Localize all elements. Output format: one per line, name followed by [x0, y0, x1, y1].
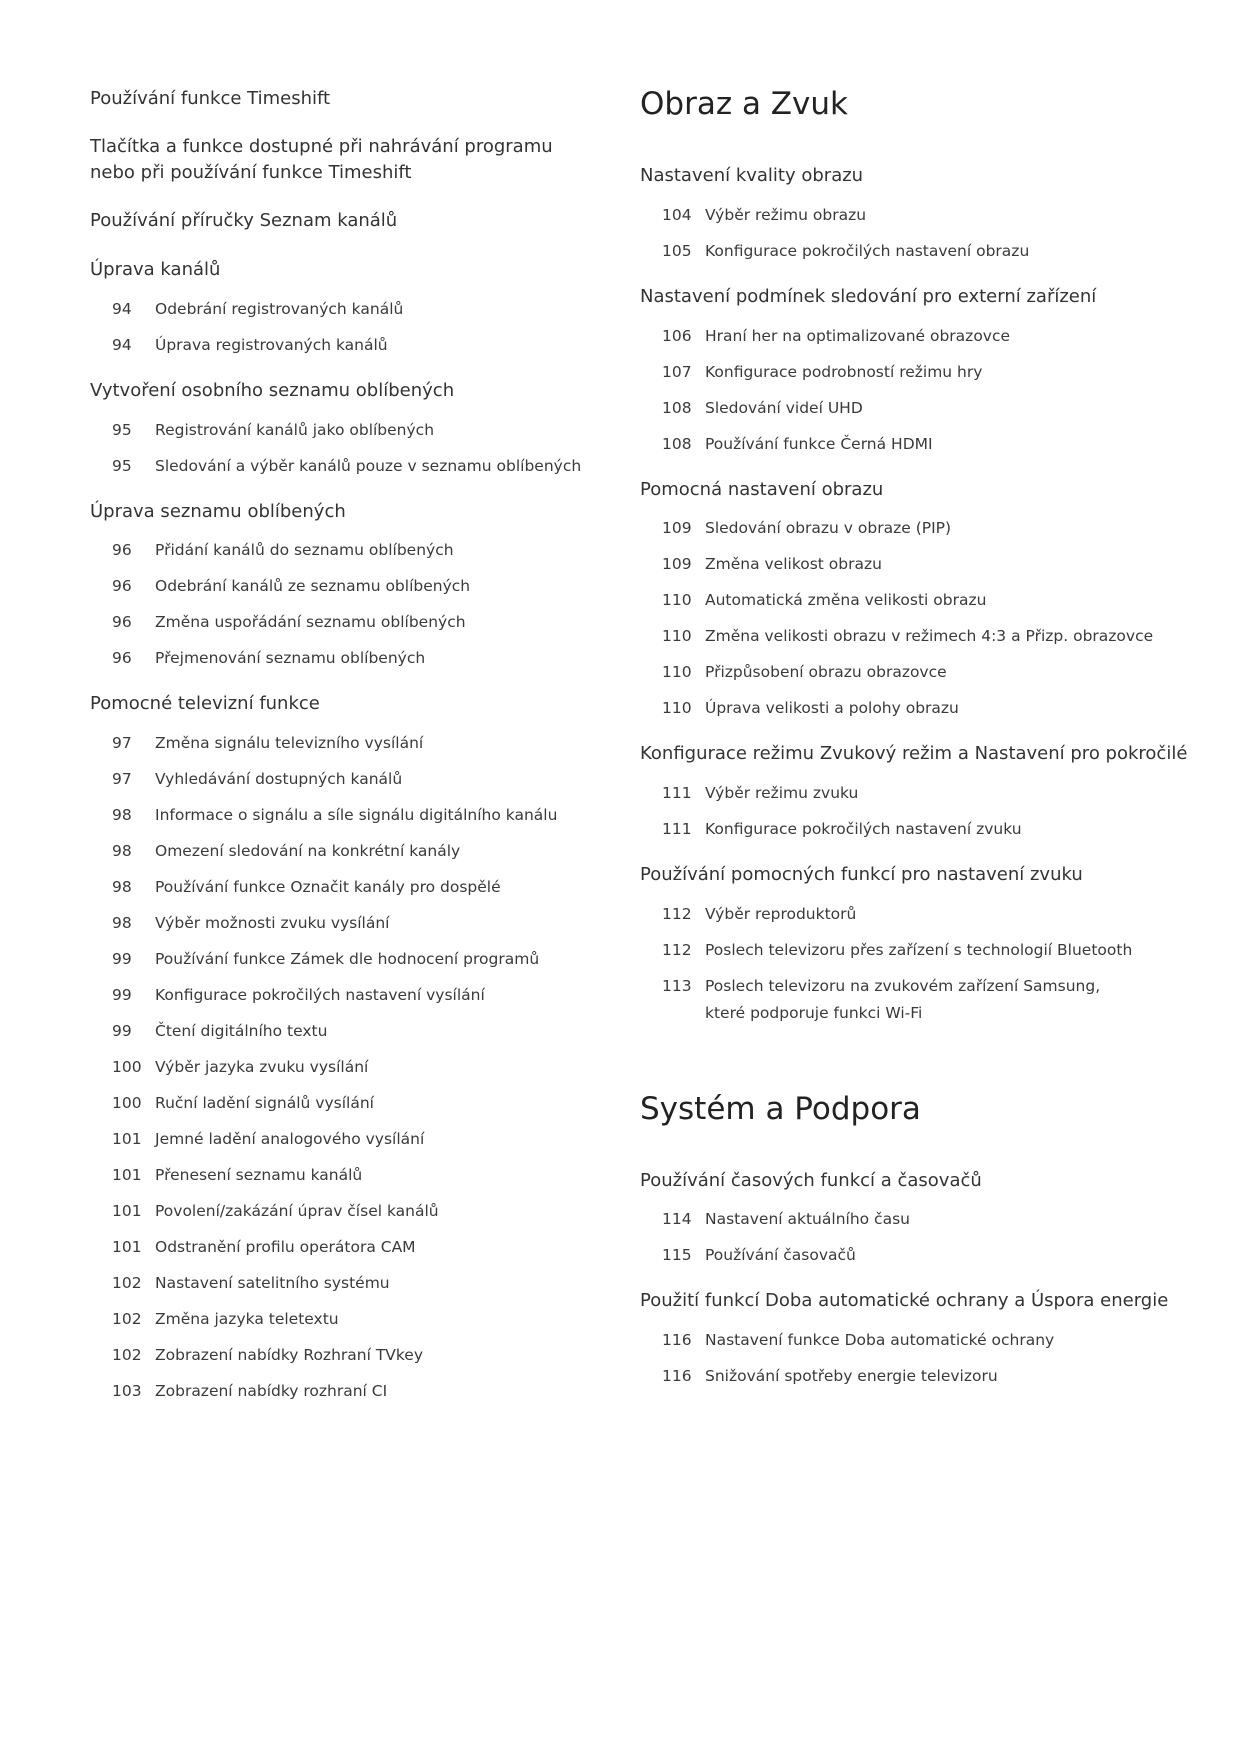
section-title: Obraz a Zvuk: [640, 86, 848, 122]
page-number: 94: [112, 336, 132, 354]
page-number: 96: [112, 613, 132, 631]
entry-title: Používání funkce Zámek dle hodnocení programů: [155, 950, 540, 968]
page-number: 110: [662, 663, 692, 681]
entry-title: Výběr režimu obrazu: [705, 206, 867, 224]
page-number: 98: [112, 842, 132, 860]
entry-title: Sledování a výběr kanálů pouze v seznamu oblíbených: [155, 457, 582, 475]
page-number: 111: [662, 784, 692, 802]
entry-title: Jemné ladění analogového vysílání: [155, 1130, 425, 1148]
page-number: 97: [112, 734, 132, 752]
entry-title: Výběr možnosti zvuku vysílání: [155, 914, 390, 932]
entry-title: Přejmenování seznamu oblíbených: [155, 649, 426, 667]
page-number: 96: [112, 577, 132, 595]
page-number: 101: [112, 1130, 142, 1148]
page-number: 96: [112, 649, 132, 667]
entry-title: Ruční ladění signálů vysílání: [155, 1094, 374, 1112]
toc-heading[interactable]: Používání pomocných funkcí pro nastavení zvuku: [640, 864, 1083, 885]
page-number: 102: [112, 1310, 142, 1328]
entry-title: Zobrazení nabídky rozhraní CI: [155, 1382, 388, 1400]
page-number: 110: [662, 627, 692, 645]
entry-title: Snižování spotřeby energie televizoru: [705, 1367, 998, 1385]
entry-title: Změna signálu televizního vysílání: [155, 734, 424, 752]
entry-title: Používání časovačů: [705, 1246, 856, 1264]
entry-title: Nastavení aktuálního času: [705, 1210, 910, 1228]
entry-title: Odebrání registrovaných kanálů: [155, 300, 404, 318]
entry-title: Výběr jazyka zvuku vysílání: [155, 1058, 369, 1076]
entry-title: Odstranění profilu operátora CAM: [155, 1238, 416, 1256]
entry-title: Používání funkce Označit kanály pro dospělé: [155, 878, 501, 896]
entry-title: Poslech televizoru na zvukovém zařízení Samsung, které podporuje funkci Wi-Fi: [705, 977, 1101, 1022]
entry-title: Nastavení funkce Doba automatické ochrany: [705, 1331, 1055, 1349]
entry-title: Přidání kanálů do seznamu oblíbených: [155, 541, 454, 559]
entry-title: Úprava velikosti a polohy obrazu: [705, 699, 959, 717]
page-number: 101: [112, 1238, 142, 1256]
toc-heading[interactable]: Tlačítka a funkce dostupné při nahrávání programu nebo při používání funkce Timeshift: [90, 136, 553, 183]
toc-heading[interactable]: Úprava seznamu oblíbených: [90, 501, 346, 522]
entry-title: Změna jazyka teletextu: [155, 1310, 339, 1328]
page-number: 99: [112, 1022, 132, 1040]
entry-title: Výběr režimu zvuku: [705, 784, 859, 802]
entry-title: Změna velikost obrazu: [705, 555, 882, 573]
entry-title: Povolení/zakázání úprav čísel kanálů: [155, 1202, 439, 1220]
entry-title: Konfigurace podrobností režimu hry: [705, 363, 983, 381]
page-number: 105: [662, 242, 692, 260]
toc-heading[interactable]: Používání časových funkcí a časovačů: [640, 1170, 982, 1191]
entry-title: Konfigurace pokročilých nastavení zvuku: [705, 820, 1022, 838]
toc-heading[interactable]: Používání funkce Timeshift: [90, 88, 331, 109]
entry-title: Sledování videí UHD: [705, 399, 863, 417]
page-number: 97: [112, 770, 132, 788]
toc-heading[interactable]: Použití funkcí Doba automatické ochrany a Úspora energie: [640, 1290, 1169, 1311]
page-number: 103: [112, 1382, 142, 1400]
page-number: 112: [662, 941, 692, 959]
entry-title: Informace o signálu a síle signálu digitálního kanálu: [155, 806, 558, 824]
page-number: 111: [662, 820, 692, 838]
entry-title: Registrování kanálů jako oblíbených: [155, 421, 435, 439]
page-number: 100: [112, 1058, 142, 1076]
page-number: 108: [662, 435, 692, 453]
page-number: 116: [662, 1367, 692, 1385]
toc-heading[interactable]: Používání příručky Seznam kanálů: [90, 210, 398, 231]
page-number: 106: [662, 327, 692, 345]
entry-title: Zobrazení nabídky Rozhraní TVkey: [155, 1346, 424, 1364]
entry-title: Přenesení seznamu kanálů: [155, 1166, 363, 1184]
page-number: 100: [112, 1094, 142, 1112]
page-number: 104: [662, 206, 692, 224]
page-number: 96: [112, 541, 132, 559]
page-number: 110: [662, 699, 692, 717]
page-number: 113: [662, 977, 692, 995]
toc-heading[interactable]: Vytvoření osobního seznamu oblíbených: [90, 380, 455, 401]
section-title: Systém a Podpora: [640, 1091, 921, 1127]
page-number: 116: [662, 1331, 692, 1349]
entry-title: Konfigurace pokročilých nastavení obrazu: [705, 242, 1030, 260]
page-number: 108: [662, 399, 692, 417]
entry-title: Automatická změna velikosti obrazu: [705, 591, 987, 609]
page-number: 114: [662, 1210, 692, 1228]
page-number: 95: [112, 457, 132, 475]
entry-title: Úprava registrovaných kanálů: [155, 336, 388, 354]
entry-title: Konfigurace pokročilých nastavení vysílání: [155, 986, 485, 1004]
page-number: 101: [112, 1202, 142, 1220]
page-number: 101: [112, 1166, 142, 1184]
page-number: 98: [112, 878, 132, 896]
page-number: 98: [112, 914, 132, 932]
page-number: 98: [112, 806, 132, 824]
page-number: 95: [112, 421, 132, 439]
toc-heading[interactable]: Nastavení kvality obrazu: [640, 165, 864, 186]
entry-title: Výběr reproduktorů: [705, 905, 857, 923]
toc-heading[interactable]: Pomocné televizní funkce: [90, 693, 320, 714]
entry-title: Přizpůsobení obrazu obrazovce: [705, 663, 947, 681]
entry-title: Používání funkce Černá HDMI: [705, 435, 933, 453]
page-number: 112: [662, 905, 692, 923]
entry-title: Změna uspořádání seznamu oblíbených: [155, 613, 466, 631]
entry-title: Nastavení satelitního systému: [155, 1274, 390, 1292]
page-number: 110: [662, 591, 692, 609]
page-number: 115: [662, 1246, 692, 1264]
toc-heading[interactable]: Konfigurace režimu Zvukový režim a Nastavení pro pokročilé: [640, 743, 1188, 764]
entry-title: Omezení sledování na konkrétní kanály: [155, 842, 461, 860]
page-number: 94: [112, 300, 132, 318]
entry-title: Sledování obrazu v obraze (PIP): [705, 519, 952, 537]
entry-title: Vyhledávání dostupných kanálů: [155, 770, 403, 788]
entry-title: Čtení digitálního textu: [155, 1022, 328, 1040]
toc-heading[interactable]: Nastavení podmínek sledování pro externí zařízení: [640, 286, 1097, 307]
page-number: 102: [112, 1274, 142, 1292]
page-number: 99: [112, 986, 132, 1004]
toc-heading[interactable]: Pomocná nastavení obrazu: [640, 479, 884, 500]
page-number: 99: [112, 950, 132, 968]
entry-title: Změna velikosti obrazu v režimech 4:3 a Přizp. obrazovce: [705, 627, 1154, 645]
page-number: 102: [112, 1346, 142, 1364]
page-number: 109: [662, 519, 692, 537]
page-number: 109: [662, 555, 692, 573]
entry-title: Odebrání kanálů ze seznamu oblíbených: [155, 577, 471, 595]
page-number: 107: [662, 363, 692, 381]
entry-title: Poslech televizoru přes zařízení s technologií Bluetooth: [705, 941, 1133, 959]
entry-title: Hraní her na optimalizované obrazovce: [705, 327, 1011, 345]
toc-heading[interactable]: Úprava kanálů: [90, 259, 221, 280]
